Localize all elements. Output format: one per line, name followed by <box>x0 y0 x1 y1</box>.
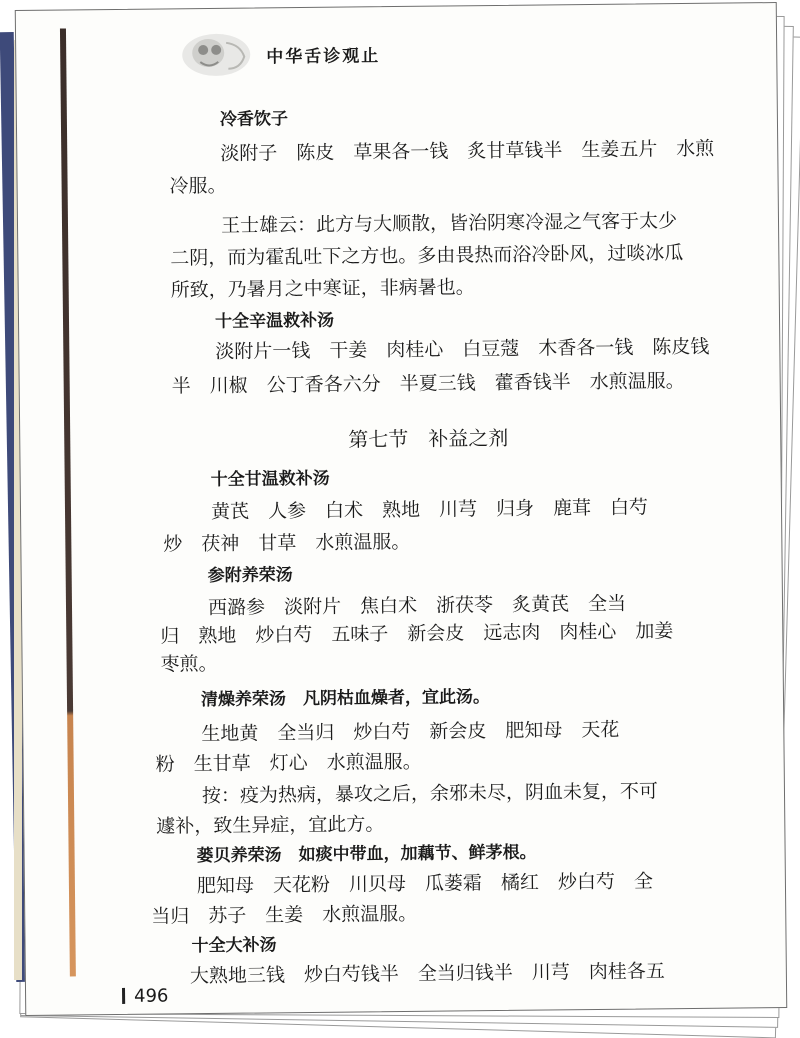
section-heading: 第七节 补益之剂 <box>348 425 509 452</box>
text-line: 王士雄云：此方与大顺散，皆治阴寒冷湿之气客于太少 <box>220 210 678 237</box>
text-line: 二阴，而为霍乱吐下之方也。多由畏热而浴冷卧风，过啖冰瓜 <box>170 242 684 270</box>
text-line: 肥知母 天花粉 川贝母 瓜蒌霜 橘红 炒白芍 全 <box>196 870 654 898</box>
formula-title: 参附养荣汤 <box>207 565 293 587</box>
text-line: 大熟地三钱 炒白芍钱半 全当归钱半 川芎 肉桂各五 <box>189 960 665 988</box>
text-line: 枣煎。 <box>160 652 218 676</box>
formula-title: 十全辛温救补汤 <box>214 310 335 332</box>
text-line: 冷服。 <box>169 174 227 198</box>
text-line: 黄芪 人参 白术 熟地 川芎 归身 鹿茸 白芍 <box>210 496 649 523</box>
text-line: 西潞参 淡附片 焦白术 浙茯苓 炙黄芪 全当 <box>207 592 627 620</box>
running-header-title: 中华舌诊观止 <box>266 46 381 68</box>
page-number-bar <box>122 988 125 1004</box>
formula-title: 清燥养荣汤 凡阴枯血燥者，宜此汤。 <box>200 687 491 711</box>
text-line: 半 川椒 公丁香各六分 半夏三钱 藿香钱半 水煎温服。 <box>171 370 685 398</box>
formula-title: 十全甘温救补汤 <box>210 468 330 490</box>
formula-title: 蒌贝养荣汤 如痰中带血，加藕节、鲜茅根。 <box>196 842 537 867</box>
formula-title: 冷香饮子 <box>219 109 289 130</box>
text-line: 淡附子 陈皮 草果各一钱 炙甘草钱半 生姜五片 水煎 <box>220 137 715 165</box>
text-line: 归 熟地 炒白芍 五味子 新会皮 远志肉 肉桂心 加姜 <box>160 620 674 648</box>
page-body <box>16 3 786 1011</box>
text-line: 遽补，致生异症，宜此方。 <box>156 813 385 838</box>
book-page <box>15 2 787 1016</box>
formula-title: 十全大补汤 <box>191 935 277 957</box>
text-line: 所致，乃暑月之中寒证，非病暑也。 <box>170 276 475 302</box>
page-number: 496 <box>133 985 169 1007</box>
text-line: 粉 生甘草 灯心 水煎温服。 <box>155 750 422 776</box>
text-line: 按：疫为热病，暴攻之后，余邪未尽，阴血未复，不可 <box>201 780 659 808</box>
text-line: 当归 苏子 生姜 水煎温服。 <box>151 902 418 928</box>
text-line: 炒 茯神 甘草 水煎温服。 <box>163 530 411 556</box>
text-line: 生地黄 全当归 炒白芍 新会皮 肥知母 天花 <box>201 718 620 746</box>
text-line: 淡附片一钱 干姜 肉桂心 白豆蔻 木香各一钱 陈皮钱 <box>215 335 710 363</box>
